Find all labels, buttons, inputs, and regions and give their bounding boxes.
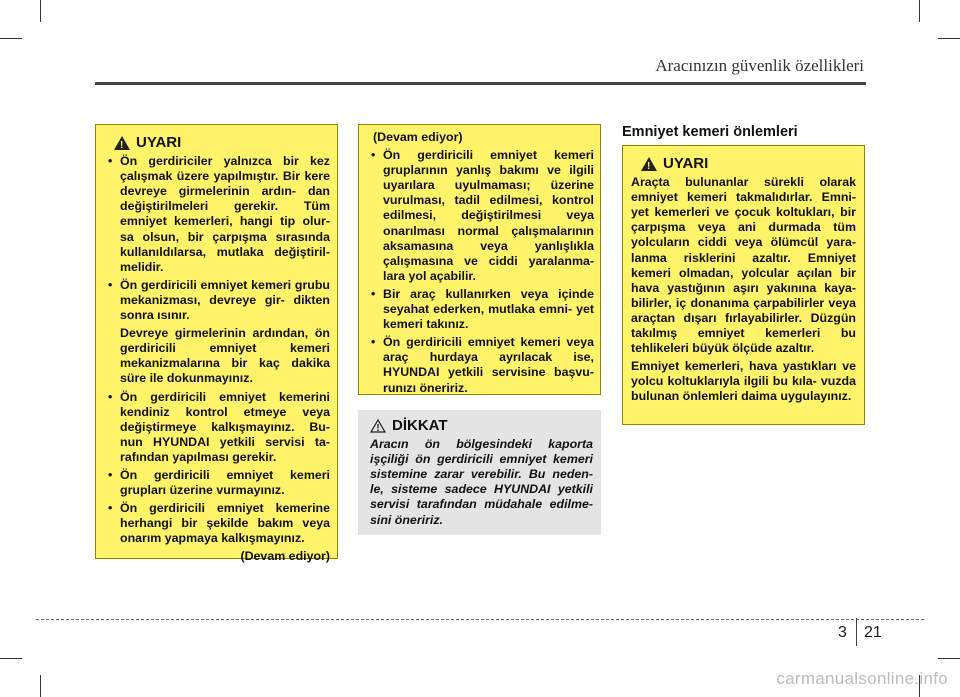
- crop-mark: [40, 0, 41, 22]
- warning-title: UYARI: [136, 134, 182, 151]
- warning-title: UYARI: [663, 155, 709, 172]
- continued-label: (Devam ediyor): [373, 130, 463, 144]
- warning-paragraph: Araçta bulunanlar sürekli olarak emniyet kemeri takmalıdırlar. Emni- yet kemerleri ve çocuk koltukları, bir çarpışma veya ani durmada tüm yolcuların ciddi veya ölümcül yara- lanma risklerini azaltır. Emniyet kemeri olmadan, yolcular açılan bir hava yastığının aşırı yakınına kaya- bilirler, iç donanıma çarpabilirler veya araçtan dışarı fırlayabilirler. Düzgün takılmış emniyet kemerleri bu tehlikeleri büyük ölçüde azaltır.: [631, 175, 856, 356]
- list-item: • Ön gerdiricili emniyet kemeri veya araç hurdaya ayrılacak ise, HYUNDAI yetkili servisine başvu- runızı öneririz.: [365, 335, 594, 395]
- crop-mark: [0, 658, 22, 659]
- caution-box: [358, 410, 601, 535]
- caution-icon: [370, 419, 386, 433]
- watermark: carmanualsonline.info: [776, 669, 948, 688]
- list-item: • Ön gerdiricili emniyet kemeri grubu mekanizması, devreye gir- dikten sonra ısınır.: [102, 278, 330, 323]
- page-number: 21: [864, 624, 882, 641]
- list-item: • Ön gerdiriciler yalnızca bir kez çalışmak üzere yapılmıştır. Bir kere devreye girmelerinin ardın- dan değiştirilmeleri gerekir. Tüm emniyet kemerleri, hangi tip olur- sa olsun, bir çarpışma sırasında kullanıldılarsa, mutlaka değiştiril- melidir.: [102, 154, 330, 275]
- footer-divider: [36, 619, 924, 620]
- caution-text: Aracın ön bölgesindeki kaporta işçiliği ön gerdiricili emniyet kemeri sistemine zarar verebilir. Bu neden- le, sisteme sadece HYUNDAI yetkili servisi tarafından müdahale edilme- sini öneririz.: [370, 437, 593, 527]
- list-item: • Bir araç kullanırken veya içinde seyahat ederken, mutlaka emni- yet kemeri takınız.: [365, 287, 594, 332]
- crop-mark: [0, 38, 22, 39]
- list-item: • Ön gerdiricili emniyet kemeri gruplarının yanlış bakımı ve ilgili uyarılara uyulmaması; üzerine vurulması, tadil edilmesi, kontrol edilmesi, değiştirilmesi veya onarılması normal çalışmalarının aksamasına veya yanlışlıkla çalışmasına ve ciddi yaralanma- lara yol açabilir.: [365, 148, 594, 284]
- warning-heading: [102, 135, 330, 150]
- crop-mark: [40, 675, 41, 697]
- caution-title: DİKKAT: [392, 417, 448, 434]
- crop-mark: [919, 0, 920, 22]
- caution-heading: [370, 418, 593, 433]
- warning-paragraph: Emniyet kemerleri, hava yastıkları ve yolcu koltuklarıyla ilgili bu kıla- vuzda bulunan önlemleri daima uygulayınız.: [631, 359, 856, 404]
- warning-icon: [114, 136, 130, 150]
- section-title: Emniyet kemeri önlemleri: [622, 124, 798, 140]
- warning-box-3: [622, 145, 865, 425]
- crop-mark: [938, 658, 960, 659]
- warning-box-2: [358, 124, 601, 395]
- warning-icon: [641, 157, 657, 171]
- warning-box-1: [95, 124, 338, 564]
- header-rule: [95, 82, 866, 85]
- crop-mark: [938, 38, 960, 39]
- warning-heading: [631, 156, 856, 171]
- list-item: • Ön gerdiricili emniyet kemerine herhangi bir şekilde bakım veya onarım yapmaya kalkışmayınız.: [102, 501, 330, 546]
- continued-label: (Devam ediyor): [240, 549, 330, 564]
- page-header-title: Aracınızın güvenlik özellikleri: [655, 56, 864, 75]
- continuation-text: Devreye girmelerinin ardından, ön gerdiricili emniyet kemeri mekanizmalarına bir kaç dakika süre ile dokunmayınız.: [120, 326, 330, 386]
- list-item: • Ön gerdiricili emniyet kemerini kendiniz kontrol etmeye veya değiştirmeye kalkışmayınız. Bu- nun HYUNDAI yetkili servisi ta- rafından yapılması gerekir.: [102, 390, 330, 465]
- list-item: • Ön gerdiricili emniyet kemeri grupları üzerine vurmayınız.: [102, 468, 330, 498]
- page-number-divider: [856, 618, 857, 646]
- chapter-number: 3: [838, 624, 847, 641]
